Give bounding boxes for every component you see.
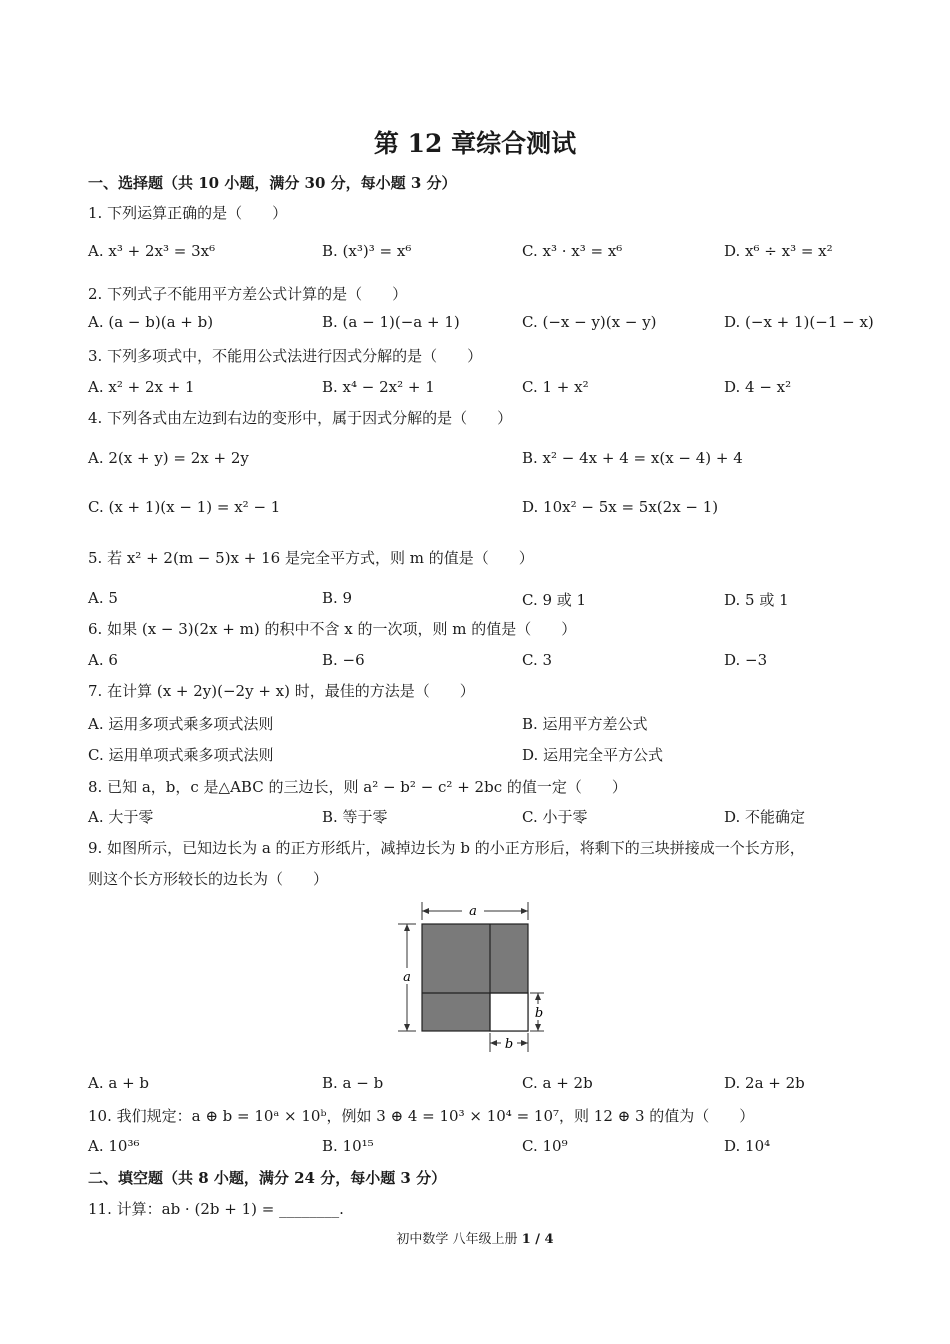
q1-option-d[interactable]: D. x⁶ ÷ x³ = x² bbox=[724, 242, 833, 260]
q6-option-d[interactable]: D. −3 bbox=[724, 651, 768, 669]
question-4-stem: 4. 下列各式由左边到右边的变形中，属于因式分解的是（ ） bbox=[88, 409, 513, 427]
q10-option-d[interactable]: D. 10⁴ bbox=[724, 1137, 771, 1155]
q3-option-c[interactable]: C. 1 + x² bbox=[522, 378, 589, 396]
page-number: 1 / 4 bbox=[521, 1232, 554, 1247]
section-heading-fill: 二、填空题（共 8 小题，满分 24 分，每小题 3 分） bbox=[88, 1169, 447, 1187]
q10-option-c[interactable]: C. 10⁹ bbox=[522, 1137, 568, 1155]
q6-option-b[interactable]: B. −6 bbox=[322, 651, 365, 669]
removed-small-square bbox=[490, 993, 528, 1031]
q7-option-a[interactable]: A. 运用多项式乘多项式法则 bbox=[88, 715, 274, 733]
q9-option-c[interactable]: C. a + 2b bbox=[522, 1074, 593, 1092]
question-11-stem: 11. 计算：ab · (2b + 1) = ________. bbox=[88, 1200, 344, 1218]
q8-option-c[interactable]: C. 小于零 bbox=[522, 808, 588, 826]
q2-option-d[interactable]: D. (−x + 1)(−1 − x) bbox=[724, 313, 874, 331]
q2-option-b[interactable]: B. (a − 1)(−a + 1) bbox=[322, 313, 460, 331]
arrow-icon bbox=[490, 1040, 497, 1046]
q3-option-a[interactable]: A. x² + 2x + 1 bbox=[88, 378, 195, 396]
q4-option-c[interactable]: C. (x + 1)(x − 1) = x² − 1 bbox=[88, 498, 281, 516]
q6-option-a[interactable]: A. 6 bbox=[88, 651, 118, 669]
question-5-stem: 5. 若 x² + 2(m − 5)x + 16 是完全平方式，则 m 的值是（ ） bbox=[88, 549, 534, 567]
label-a-top: a bbox=[469, 904, 477, 919]
q3-option-d[interactable]: D. 4 − x² bbox=[724, 378, 792, 396]
question-2-stem: 2. 下列式子不能用平方差公式计算的是（ ） bbox=[88, 285, 408, 303]
q4-option-b[interactable]: B. x² − 4x + 4 = x(x − 4) + 4 bbox=[522, 449, 743, 467]
q5-option-c[interactable]: C. 9 或 1 bbox=[522, 591, 587, 609]
q4-option-d[interactable]: D. 10x² − 5x = 5x(2x − 1) bbox=[522, 498, 719, 516]
question-9-stem-line2: 则这个长方形较长的边长为（ ） bbox=[88, 870, 329, 888]
q7-option-c[interactable]: C. 运用单项式乘多项式法则 bbox=[88, 746, 274, 764]
q7-option-d[interactable]: D. 运用完全平方公式 bbox=[522, 746, 664, 764]
question-10-stem: 10. 我们规定：a ⊕ b = 10ᵃ × 10ᵇ，例如 3 ⊕ 4 = 10³ × 10⁴ = 10⁷，则 12 ⊕ 3 的值为（ ） bbox=[88, 1107, 755, 1125]
q3-option-b[interactable]: B. x⁴ − 2x² + 1 bbox=[322, 378, 435, 396]
arrow-icon bbox=[422, 908, 429, 914]
section-heading-choice: 一、选择题（共 10 小题，满分 30 分，每小题 3 分） bbox=[88, 174, 457, 192]
q10-option-a[interactable]: A. 10³⁶ bbox=[88, 1137, 140, 1155]
question-3-stem: 3. 下列多项式中，不能用公式法进行因式分解的是（ ） bbox=[88, 347, 483, 365]
square-figure bbox=[392, 898, 552, 1060]
q8-option-a[interactable]: A. 大于零 bbox=[88, 808, 154, 826]
q2-option-a[interactable]: A. (a − b)(a + b) bbox=[88, 313, 214, 331]
q2-option-c[interactable]: C. (−x − y)(x − y) bbox=[522, 313, 657, 331]
q9-option-a[interactable]: A. a + b bbox=[88, 1074, 150, 1092]
q6-option-c[interactable]: C. 3 bbox=[522, 651, 553, 669]
footer-text: 初中数学 八年级上册 bbox=[396, 1232, 522, 1247]
label-a-left: a bbox=[403, 970, 411, 985]
question-8-stem: 8. 已知 a，b，c 是△ABC 的三边长，则 a² − b² − c² + 2bc 的值一定（ ） bbox=[88, 778, 627, 796]
question-7-stem: 7. 在计算 (x + 2y)(−2y + x) 时，最佳的方法是（ ） bbox=[88, 682, 475, 700]
q8-option-b[interactable]: B. 等于零 bbox=[322, 808, 388, 826]
q10-option-b[interactable]: B. 10¹⁵ bbox=[322, 1137, 374, 1155]
arrow-icon bbox=[535, 993, 541, 1000]
q9-option-b[interactable]: B. a − b bbox=[322, 1074, 384, 1092]
q4-option-a[interactable]: A. 2(x + y) = 2x + 2y bbox=[88, 449, 249, 467]
q1-option-a[interactable]: A. x³ + 2x³ = 3x⁶ bbox=[88, 242, 216, 260]
question-9-stem: 9. 如图所示，已知边长为 a 的正方形纸片，减掉边长为 b 的小正方形后，将剩下的三块拼接成一个长方形， bbox=[88, 839, 805, 857]
label-b-bottom: b bbox=[504, 1037, 514, 1052]
q5-option-a[interactable]: A. 5 bbox=[88, 589, 118, 607]
q8-option-d[interactable]: D. 不能确定 bbox=[724, 808, 806, 826]
q5-option-b[interactable]: B. 9 bbox=[322, 589, 353, 607]
q9-option-d[interactable]: D. 2a + 2b bbox=[724, 1074, 805, 1092]
arrow-icon bbox=[404, 1024, 410, 1031]
arrow-icon bbox=[535, 1024, 541, 1031]
q1-option-c[interactable]: C. x³ · x³ = x⁶ bbox=[522, 242, 623, 260]
arrow-icon bbox=[521, 1040, 528, 1046]
question-6-stem: 6. 如果 (x − 3)(2x + m) 的积中不含 x 的一次项，则 m 的值是（ ） bbox=[88, 620, 577, 638]
q1-option-b[interactable]: B. (x³)³ = x⁶ bbox=[322, 242, 412, 260]
question-1-stem: 1. 下列运算正确的是（ ） bbox=[88, 204, 288, 222]
page-title: 第 12 章综合测试 bbox=[373, 129, 577, 158]
arrow-icon bbox=[404, 924, 410, 931]
q7-option-b[interactable]: B. 运用平方差公式 bbox=[522, 715, 648, 733]
q5-option-d[interactable]: D. 5 或 1 bbox=[724, 591, 789, 609]
page-footer bbox=[0, 1228, 950, 1247]
arrow-icon bbox=[521, 908, 528, 914]
label-b-right: b bbox=[534, 1006, 544, 1021]
